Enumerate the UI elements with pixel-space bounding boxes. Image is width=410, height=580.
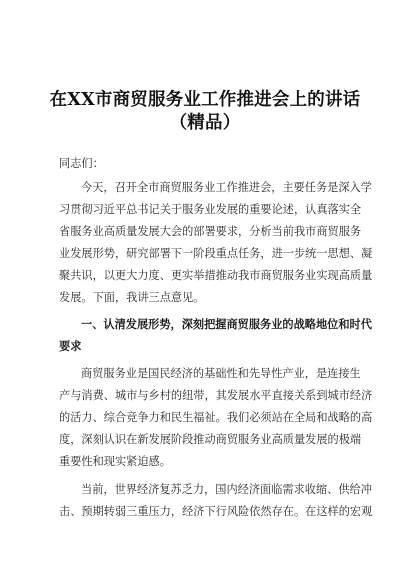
paragraph-1-line: 业发展形势，研究部署下一阶段重点任务，进一步统一思想、凝	[59, 247, 373, 260]
paragraph-2-line: 度，深刻认识在新发展阶段推动商贸服务业高质量发展的极端	[59, 433, 362, 446]
paragraph-1-line: 发展。下面，我讲三点意见。	[59, 291, 205, 304]
paragraph-1-line: 习贯彻习近平总书记关于服务业发展的重要论述，认真落实全	[59, 203, 362, 216]
document-title: 在XX市商贸服务业工作推进会上的讲话	[49, 90, 361, 110]
document-title-suffix: （精品）	[169, 113, 241, 133]
paragraph-3-line: 击、预期转弱三重压力，经济下行风险依然存在。在这样的宏观	[59, 505, 373, 518]
paragraph-3-line: 当前，世界经济复苏乏力，国内经济面临需求收缩、供给冲	[81, 483, 372, 496]
section-heading-1: 一、认清发展形势，深刻把握商贸服务业的战略地位和时代	[81, 317, 372, 331]
paragraph-1-line: 省服务业高质量发展大会的部署要求，分析当前我市商贸服务	[59, 225, 362, 238]
paragraph-2-line: 的活力、综合竞争力和民生福祉。我们必须站在全局和战略的高	[59, 411, 373, 424]
paragraph-2-line: 商贸服务业是国民经济的基础性和先导性产业，是连接生	[81, 367, 361, 380]
paragraph-2-line: 产与消费、城市与乡村的纽带，其发展水平直接关系到城市经济	[59, 389, 373, 402]
paragraph-1-line: 今天，召开全市商贸服务业工作推进会，主要任务是深入学	[81, 181, 372, 194]
paragraph-2-line: 重要性和现实紧迫感。	[59, 455, 171, 468]
paragraph-1-line: 聚共识，以更大力度、更实举措推动我市商贸服务业实现高质量	[59, 269, 373, 282]
section-heading-1-cont: 要求	[59, 339, 82, 353]
salutation: 同志们：	[59, 157, 104, 170]
